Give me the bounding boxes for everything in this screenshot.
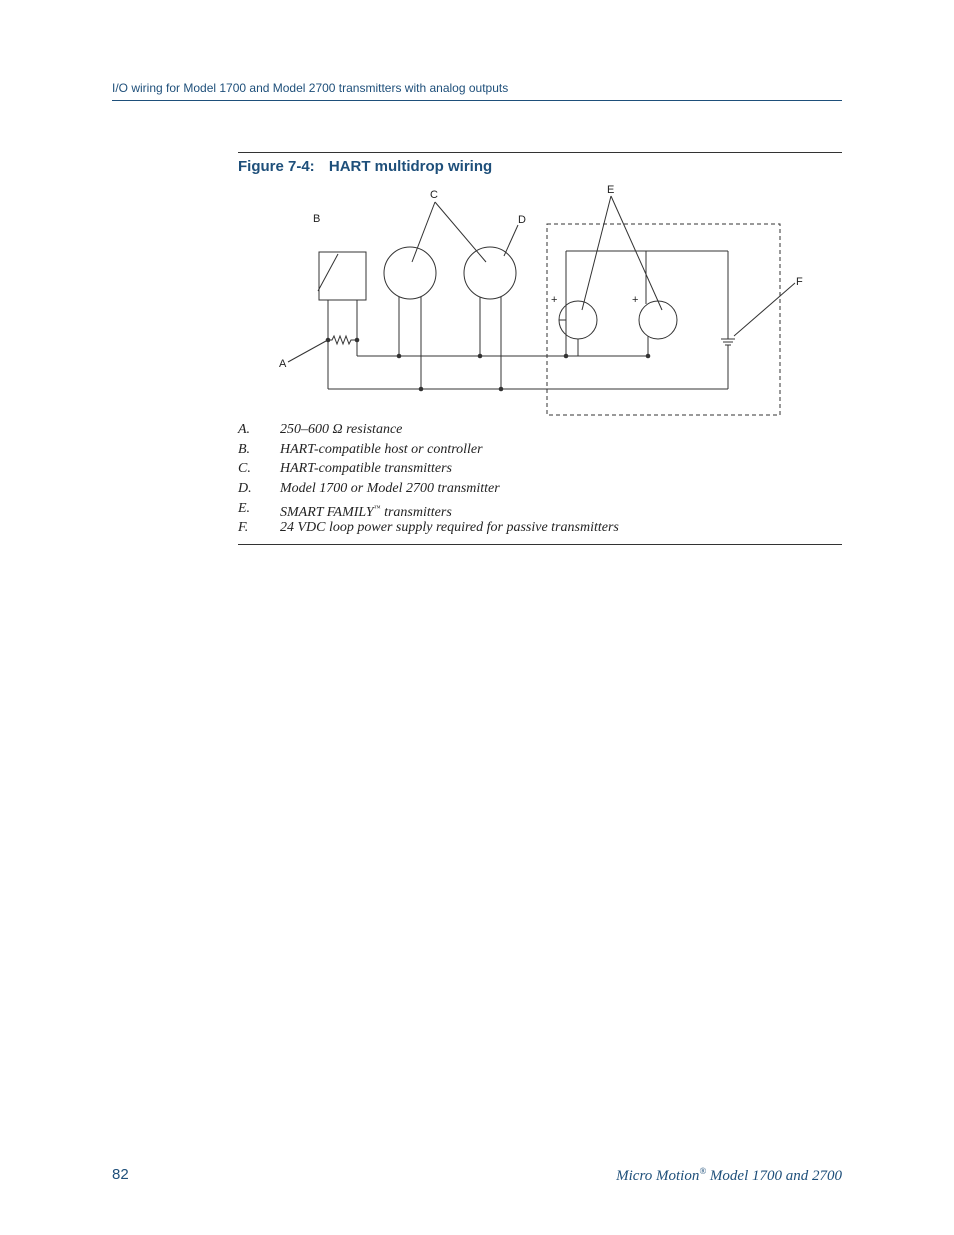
figure-top-rule: [238, 152, 842, 153]
footer-brand: Micro Motion: [616, 1168, 700, 1184]
leader-a: [288, 341, 326, 362]
leader-e2: [611, 196, 662, 310]
registered-symbol: ®: [699, 1166, 707, 1176]
label-d: D: [518, 214, 526, 226]
page-number: 82: [112, 1166, 129, 1183]
header-rule: [112, 100, 842, 101]
hart-transmitter-2: [464, 247, 516, 299]
leader-c1: [412, 202, 435, 262]
smart-family-enclosure: [547, 224, 780, 415]
footer-model: Model 1700 and 2700: [706, 1168, 842, 1184]
legend-key: D.: [238, 481, 252, 497]
leader-f: [734, 283, 795, 336]
footer-title: [616, 1166, 842, 1185]
smart-transmitter-2: [639, 301, 677, 339]
legend-item: [238, 420, 842, 440]
leader-d: [504, 225, 518, 256]
plus-terminal-1: +: [551, 294, 558, 306]
leader-c2: [435, 202, 486, 262]
figure-title: HART multidrop wiring: [328, 158, 493, 175]
legend-text-brand: SMART FAMILY: [280, 504, 374, 520]
leader-b: [318, 254, 338, 291]
wiring-lines: [288, 196, 795, 389]
wiring-diagram: [260, 176, 803, 426]
figure-caption: [238, 158, 492, 175]
legend-text: Model 1700 or Model 2700 transmitter: [280, 481, 500, 497]
wiring-diagram-svg: [260, 176, 803, 426]
legend-item: [238, 479, 842, 499]
legend-item: [238, 459, 842, 479]
legend-text: 24 VDC loop power supply required for passive transmitters: [280, 520, 619, 536]
label-e: E: [607, 184, 615, 196]
label-f: F: [796, 276, 803, 288]
label-c: C: [430, 189, 438, 201]
figure-legend: [238, 420, 842, 538]
label-a: A: [279, 358, 287, 370]
legend-key: F.: [238, 520, 249, 536]
legend-key: C.: [238, 461, 251, 477]
figure-bottom-rule: [238, 544, 842, 545]
legend-text: HART-compatible host or controller: [280, 441, 483, 457]
legend-text-suffix: transmitters: [380, 504, 452, 520]
legend-item: [238, 518, 842, 538]
legend-key: B.: [238, 441, 251, 457]
legend-item: [238, 440, 842, 460]
trademark-symbol: ™: [373, 503, 381, 512]
figure-number: Figure 7-4:: [238, 158, 315, 175]
legend-key: E.: [238, 500, 251, 516]
junction-dots: [326, 338, 651, 392]
label-b: B: [313, 213, 321, 225]
running-header: I/O wiring for Model 1700 and Model 2700 transmitters with analog outputs: [112, 81, 509, 95]
legend-key: A.: [238, 422, 251, 437]
legend-text: HART-compatible transmitters: [280, 461, 453, 477]
legend-item: [238, 499, 842, 519]
leader-e1: [582, 196, 611, 310]
hart-transmitter-1: [384, 247, 436, 299]
plus-terminal-2: +: [632, 294, 639, 306]
legend-text: 250–600 Ω resistance: [280, 422, 403, 437]
